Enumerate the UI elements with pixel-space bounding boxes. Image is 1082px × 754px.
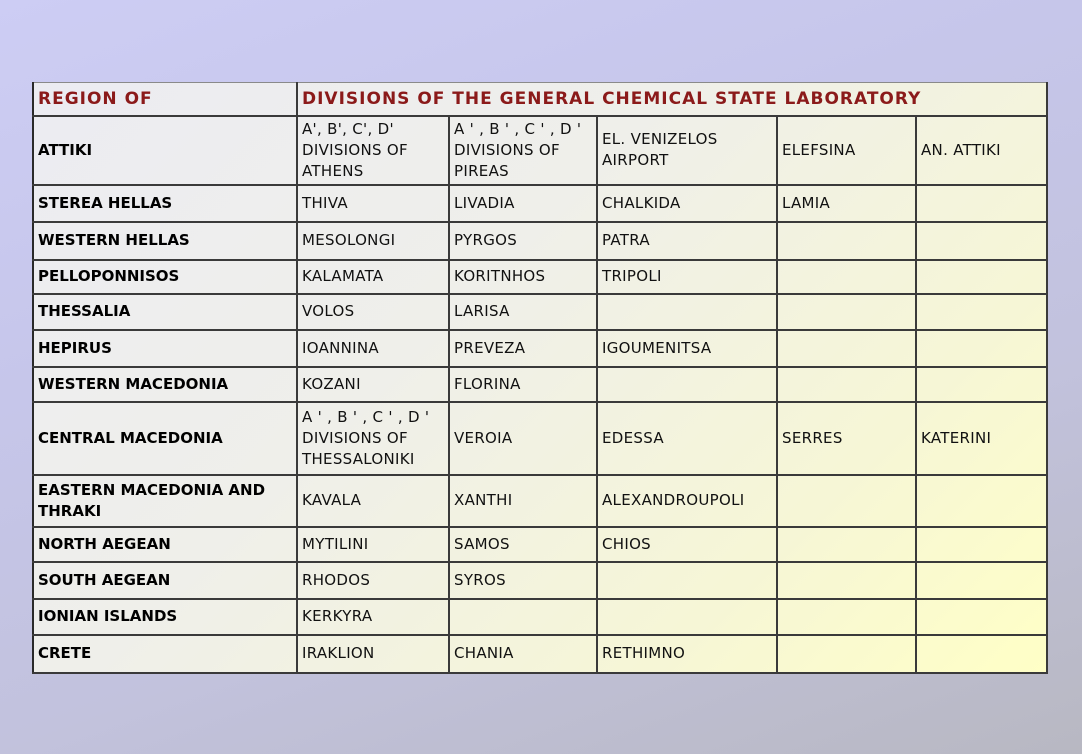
division-cell <box>449 599 597 635</box>
division-cell: MESOLONGI <box>297 222 449 260</box>
division-cell: AN. ATTIKI <box>916 116 1047 185</box>
division-cell <box>597 367 777 402</box>
region-header: REGION OF <box>33 83 297 116</box>
division-cell <box>916 294 1047 330</box>
division-cell <box>916 367 1047 402</box>
division-cell: FLORINA <box>449 367 597 402</box>
table-row <box>33 475 1047 527</box>
division-cell: KATERINI <box>916 402 1047 475</box>
table-row <box>33 294 1047 330</box>
region-cell: SOUTH AEGEAN <box>33 562 297 599</box>
division-cell: RETHIMNO <box>597 635 777 673</box>
division-cell <box>777 367 916 402</box>
table-row <box>33 116 1047 185</box>
division-cell: CHALKIDA <box>597 185 777 222</box>
division-cell: LIVADIA <box>449 185 597 222</box>
division-cell: LAMIA <box>777 185 916 222</box>
region-cell: STEREA HELLAS <box>33 185 297 222</box>
region-cell: ATTIKI <box>33 116 297 185</box>
table-row <box>33 527 1047 562</box>
table-row <box>33 222 1047 260</box>
division-cell <box>777 562 916 599</box>
division-cell: SYROS <box>449 562 597 599</box>
division-cell: CHANIA <box>449 635 597 673</box>
division-cell <box>916 562 1047 599</box>
table-row <box>33 367 1047 402</box>
table-row <box>33 260 1047 294</box>
division-cell <box>916 527 1047 562</box>
region-cell: CENTRAL MACEDONIA <box>33 402 297 475</box>
table-row <box>33 562 1047 599</box>
division-cell: KALAMATA <box>297 260 449 294</box>
division-cell: A', B', C', D' DIVISIONS OF ATHENS <box>297 116 449 185</box>
division-cell: A ' , B ' , C ' , D ' DIVISIONS OF PIREAS <box>449 116 597 185</box>
division-cell: CHIOS <box>597 527 777 562</box>
division-cell <box>777 222 916 260</box>
region-cell: EASTERN MACEDONIA AND THRAKI <box>33 475 297 527</box>
table-row <box>33 599 1047 635</box>
division-cell: VOLOS <box>297 294 449 330</box>
division-cell: PYRGOS <box>449 222 597 260</box>
division-cell <box>916 599 1047 635</box>
division-cell <box>916 185 1047 222</box>
table-row <box>33 402 1047 475</box>
division-cell: IGOUMENITSA <box>597 330 777 367</box>
division-cell: IOANNINA <box>297 330 449 367</box>
division-cell <box>916 330 1047 367</box>
division-cell: KOZANI <box>297 367 449 402</box>
division-cell <box>777 475 916 527</box>
division-cell <box>597 294 777 330</box>
division-cell: SAMOS <box>449 527 597 562</box>
division-cell: VEROIA <box>449 402 597 475</box>
division-cell <box>777 635 916 673</box>
division-cell: KORITNHOS <box>449 260 597 294</box>
region-cell: WESTERN HELLAS <box>33 222 297 260</box>
division-cell <box>916 260 1047 294</box>
division-cell: THIVA <box>297 185 449 222</box>
division-cell <box>777 260 916 294</box>
laboratory-divisions-table <box>32 82 1048 674</box>
division-cell <box>916 222 1047 260</box>
region-cell: IONIAN ISLANDS <box>33 599 297 635</box>
division-cell: ALEXANDROUPOLI <box>597 475 777 527</box>
region-cell: HEPIRUS <box>33 330 297 367</box>
division-cell <box>916 635 1047 673</box>
division-cell <box>777 294 916 330</box>
table-row <box>33 185 1047 222</box>
division-cell: PREVEZA <box>449 330 597 367</box>
division-cell: RHODOS <box>297 562 449 599</box>
division-cell <box>777 599 916 635</box>
division-cell: KAVALA <box>297 475 449 527</box>
region-cell: CRETE <box>33 635 297 673</box>
division-cell: IRAKLION <box>297 635 449 673</box>
division-cell: ELEFSINA <box>777 116 916 185</box>
table-row <box>33 635 1047 673</box>
table-row <box>33 330 1047 367</box>
division-cell: SERRES <box>777 402 916 475</box>
division-cell: KERKYRA <box>297 599 449 635</box>
division-cell <box>597 562 777 599</box>
header-row <box>33 83 1047 116</box>
region-cell: NORTH AEGEAN <box>33 527 297 562</box>
region-cell: THESSALIA <box>33 294 297 330</box>
division-cell: A ' , B ' , C ' , D ' DIVISIONS OF THESSALONIKI <box>297 402 449 475</box>
division-cell: MYTILINI <box>297 527 449 562</box>
division-cell: EDESSA <box>597 402 777 475</box>
division-cell: XANTHI <box>449 475 597 527</box>
division-cell <box>916 475 1047 527</box>
region-cell: WESTERN MACEDONIA <box>33 367 297 402</box>
division-cell <box>777 527 916 562</box>
region-cell: PELLOPONNISOS <box>33 260 297 294</box>
division-cell: PATRA <box>597 222 777 260</box>
division-cell <box>777 330 916 367</box>
divisions-header: DIVISIONS OF THE GENERAL CHEMICAL STATE LABORATORY <box>297 83 1047 116</box>
division-cell: TRIPOLI <box>597 260 777 294</box>
division-cell: LARISA <box>449 294 597 330</box>
division-cell <box>597 599 777 635</box>
division-cell: EL. VENIZELOS AIRPORT <box>597 116 777 185</box>
